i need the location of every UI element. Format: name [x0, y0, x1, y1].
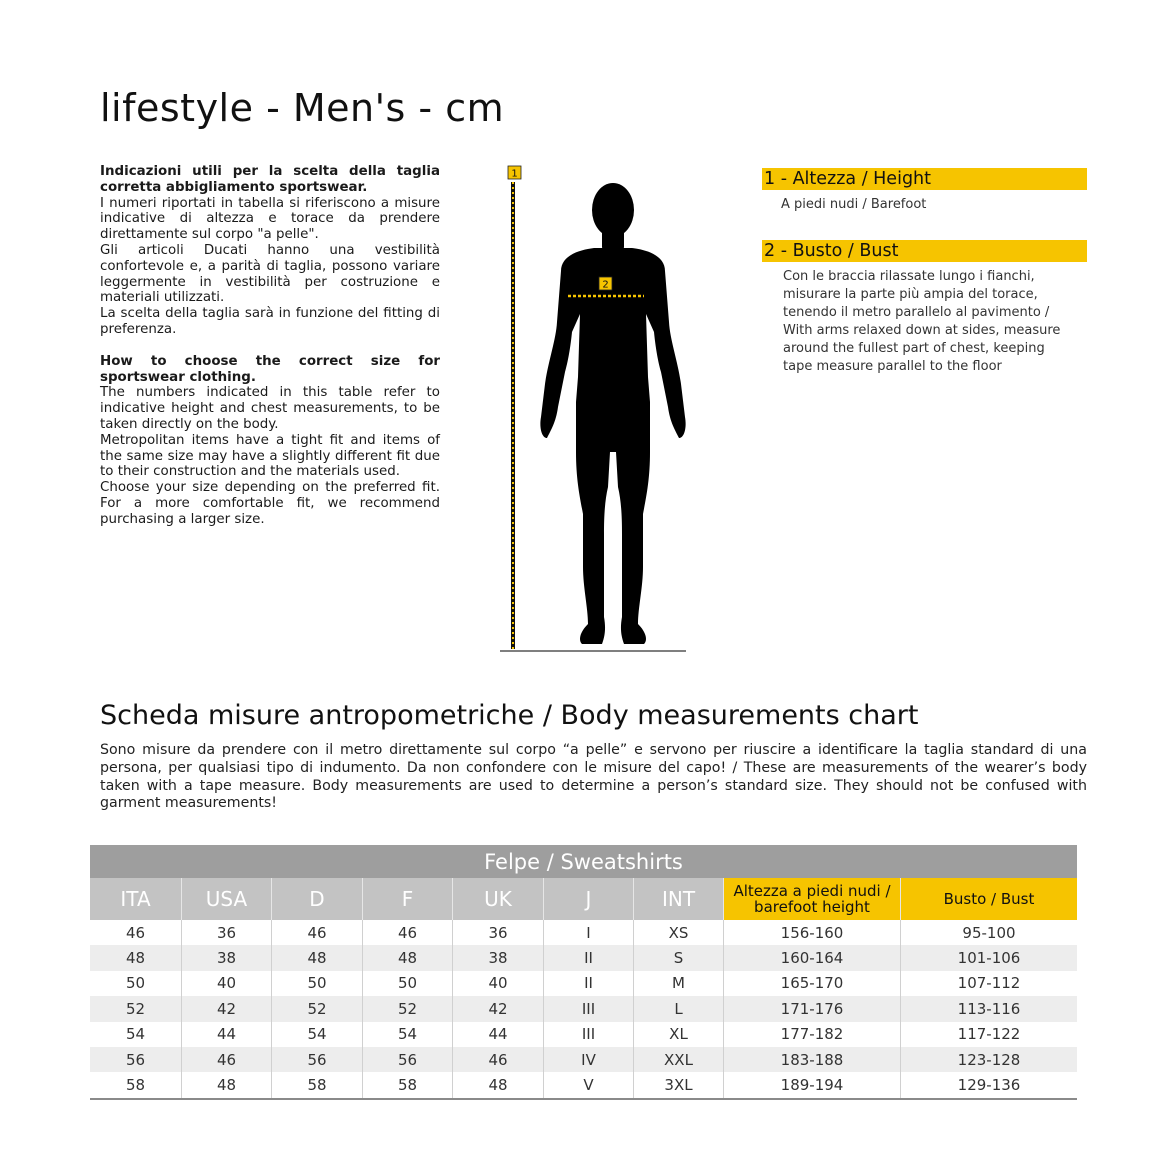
table-cell: 46	[125, 923, 146, 942]
header-cell: J	[543, 878, 633, 920]
table-cell: 38	[452, 945, 543, 970]
table-cell: 58	[125, 1076, 146, 1095]
table-cell: XXL	[633, 1047, 723, 1072]
header-cell: UK	[452, 878, 543, 920]
table-cell: 50	[362, 971, 452, 996]
marker-1: 1	[511, 168, 518, 180]
table-row	[90, 920, 1077, 945]
table-row	[90, 945, 1077, 970]
intro-text	[100, 164, 440, 528]
table-cell: 52	[362, 996, 452, 1021]
table-row	[90, 996, 1077, 1021]
table-cell: 48	[271, 945, 362, 970]
table-cell: 46	[271, 920, 362, 945]
bust-label: 2 - Busto / Bust	[762, 240, 1087, 262]
table-header-row	[90, 878, 1077, 920]
table-cell: 46	[362, 920, 452, 945]
table-cell: 38	[181, 945, 271, 970]
size-table	[90, 845, 1077, 1100]
table-cell: II	[543, 945, 633, 970]
table-cell: M	[633, 971, 723, 996]
table-cell: 44	[452, 1022, 543, 1047]
table-cell: 56	[362, 1047, 452, 1072]
table-cell: 183-188	[723, 1047, 900, 1072]
intro-it-heading: Indicazioni utili per la scelta della taglia corretta abbigliamento sportswear.	[100, 164, 440, 195]
table-cell: 48	[362, 945, 452, 970]
table-cell: 40	[181, 971, 271, 996]
table-cell: 56	[125, 1050, 146, 1069]
intro-it-p2: Gli articoli Ducati hanno una vestibilità confortevole e, a parità di taglia, possono variare leggermente in vestibilità per costruzione e materiali utilizzati.	[100, 242, 440, 306]
table-cell: 42	[181, 996, 271, 1021]
page-title: lifestyle - Men's - cm	[100, 86, 505, 130]
table-cell: 3XL	[633, 1072, 723, 1097]
table-row	[90, 1072, 1077, 1097]
header-cell: F	[362, 878, 452, 920]
table-cell: 54	[362, 1022, 452, 1047]
table-cell: 123-128	[900, 1047, 1077, 1072]
table-cell: 129-136	[900, 1072, 1077, 1097]
intro-en-p3: Choose your size depending on the preferred fit. For a more comfortable fit, we recommend purchasing a larger size.	[100, 480, 440, 527]
table-cell: 113-116	[900, 996, 1077, 1021]
header-cell: USA	[181, 878, 271, 920]
header-cell: INT	[633, 878, 723, 920]
table-cell: 52	[125, 999, 146, 1018]
table-row	[90, 1047, 1077, 1072]
table-row	[90, 971, 1077, 996]
intro-en-heading: How to choose the correct size for sportswear clothing.	[100, 353, 440, 385]
intro-en-p2: Metropolitan items have a tight fit and items of the same size may have a slightly different fit due to their construction and the materials used.	[100, 432, 440, 480]
table-cell: V	[543, 1072, 633, 1097]
table-cell: IV	[543, 1047, 633, 1072]
body-silhouette-icon	[498, 162, 690, 654]
table-cell: 107-112	[900, 971, 1077, 996]
intro-en-p1: The numbers indicated in this table refer to indicative height and chest measurements, to be taken directly on the body.	[100, 385, 440, 432]
section-title: Scheda misure antropometriche / Body measurements chart	[100, 700, 919, 731]
table-cell: S	[633, 945, 723, 970]
height-desc: A piedi nudi / Barefoot	[781, 197, 927, 212]
header-cell: D	[271, 878, 362, 920]
table-cell: 54	[125, 1025, 146, 1044]
table-title: Felpe / Sweatshirts	[90, 845, 1077, 878]
section-desc: Sono misure da prendere con il metro direttamente sul corpo “a pelle” e servono per riuscire a identificare la taglia standard di una persona, per qualsiasi tipo di indumento. Da non confondere con le misure del capo! / These are measurements of the wearer’s body taken with a tape measure. Body measurements are used to determine a person’s standard size. They should not be confused with garment measurements!	[100, 742, 1087, 812]
table-cell: 44	[181, 1022, 271, 1047]
table-cell: 40	[452, 971, 543, 996]
table-cell: 46	[452, 1047, 543, 1072]
table-body	[90, 920, 1077, 1098]
table-cell: 189-194	[723, 1072, 900, 1097]
table-cell: 48	[181, 1072, 271, 1097]
table-cell: 48	[452, 1072, 543, 1097]
table-cell: L	[633, 996, 723, 1021]
table-cell: 42	[452, 996, 543, 1021]
table-cell: I	[543, 920, 633, 945]
header-cell-height: Altezza a piedi nudi / barefoot height	[723, 878, 900, 920]
table-cell: 177-182	[723, 1022, 900, 1047]
table-cell: 160-164	[723, 945, 900, 970]
table-cell: 171-176	[723, 996, 900, 1021]
table-cell: XL	[633, 1022, 723, 1047]
header-cell-bust: Busto / Bust	[900, 878, 1077, 920]
table-cell: 95-100	[900, 920, 1077, 945]
table-cell: 48	[125, 949, 146, 968]
table-cell: 117-122	[900, 1022, 1077, 1047]
table-cell: II	[543, 971, 633, 996]
table-cell: III	[543, 1022, 633, 1047]
table-cell: 50	[125, 974, 146, 993]
table-cell: 52	[271, 996, 362, 1021]
height-label: 1 - Altezza / Height	[762, 168, 1087, 190]
table-cell: 36	[452, 920, 543, 945]
table-cell: XS	[633, 920, 723, 945]
table-cell: 156-160	[723, 920, 900, 945]
table-cell: 165-170	[723, 971, 900, 996]
table-cell: 58	[362, 1072, 452, 1097]
header-cell: ITA	[120, 887, 151, 911]
intro-it-p1: I numeri riportati in tabella si riferiscono a misure indicative di altezza e torace da prendere direttamente sul corpo "a pelle".	[100, 195, 440, 243]
table-cell: 36	[181, 920, 271, 945]
table-cell: 101-106	[900, 945, 1077, 970]
bust-desc: Con le braccia rilassate lungo i fianchi, misurare la parte più ampia del torace, tenendo il metro parallelo al pavimento / With arms relaxed down at sides, measure around the fullest part of chest, keeping tape measure parallel to the floor	[783, 269, 1061, 374]
marker-2: 2	[602, 279, 609, 291]
table-row	[90, 1022, 1077, 1047]
table-cell: III	[543, 996, 633, 1021]
intro-it-p3: La scelta della taglia sarà in funzione del fitting di preferenza.	[100, 306, 440, 337]
table-cell: 50	[271, 971, 362, 996]
table-cell: 54	[271, 1022, 362, 1047]
table-cell: 46	[181, 1047, 271, 1072]
table-cell: 56	[271, 1047, 362, 1072]
table-cell: 58	[271, 1072, 362, 1097]
body-silhouette-figure	[498, 162, 690, 654]
